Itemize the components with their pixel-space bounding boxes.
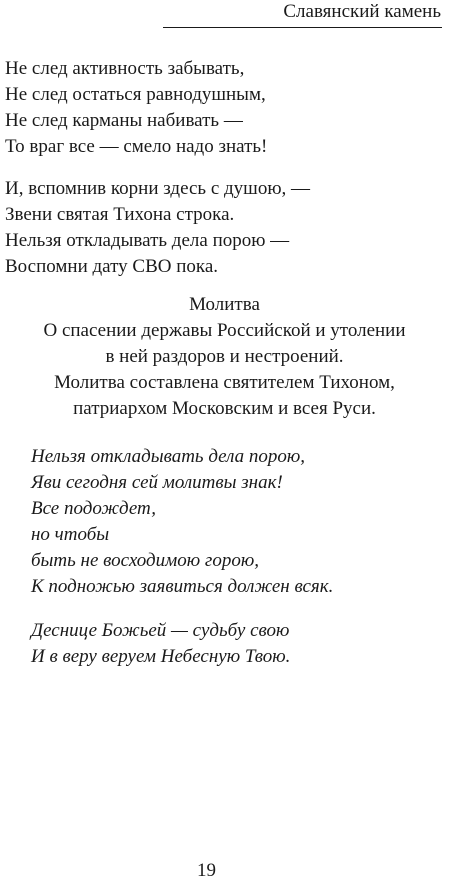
verse-line: Не след карманы набивать —: [5, 110, 243, 131]
stanza-2: [5, 176, 310, 280]
verse-line: но чтобы: [31, 524, 110, 545]
verse-line: быть не восходимою горою,: [31, 550, 259, 571]
verse-line: Все подождет,: [31, 498, 157, 519]
verse-line: К подножью заявиться должен всяк.: [31, 576, 334, 597]
verse-line: Воспомни дату СВО пока.: [5, 256, 219, 277]
verse-line: И, вспомнив корни здесь с душою, —: [5, 178, 311, 199]
subtitle-line: Молитва составлена святителем Тихоном,: [54, 372, 395, 393]
verse-line: То враг все — смело надо знать!: [5, 136, 268, 157]
subtitle-line: патриархом Московским и всея Руси.: [73, 398, 376, 419]
verse-line: Звени святая Тихона строка.: [5, 204, 235, 225]
page-number: 19: [197, 860, 216, 881]
verse-line: Нельзя откладывать дела порою,: [31, 446, 306, 467]
verse-line: Яви сегодня сей молитвы знак!: [31, 472, 283, 493]
verse-line: Нельзя откладывать дела порою —: [5, 230, 290, 251]
subtitle-line: О спасении державы Российской и утолении: [43, 320, 406, 341]
subtitle-line: в ней раздоров и нестроений.: [105, 346, 344, 367]
running-head-rule: [163, 27, 442, 28]
running-head: Славянский камень: [283, 1, 441, 22]
italic-stanza-1: [31, 444, 333, 600]
italic-stanza-2: [31, 618, 290, 670]
verse-line: Не след остаться равнодушным,: [5, 84, 266, 105]
stanza-1: [5, 56, 267, 160]
verse-line: Деснице Божьей — судьбу свою: [31, 620, 290, 641]
prayer-title: Молитва: [189, 294, 260, 315]
prayer-subtitle: [0, 318, 449, 422]
verse-line: И в веру веруем Небесную Твою.: [31, 646, 291, 667]
verse-line: Не след активность забывать,: [5, 58, 245, 79]
